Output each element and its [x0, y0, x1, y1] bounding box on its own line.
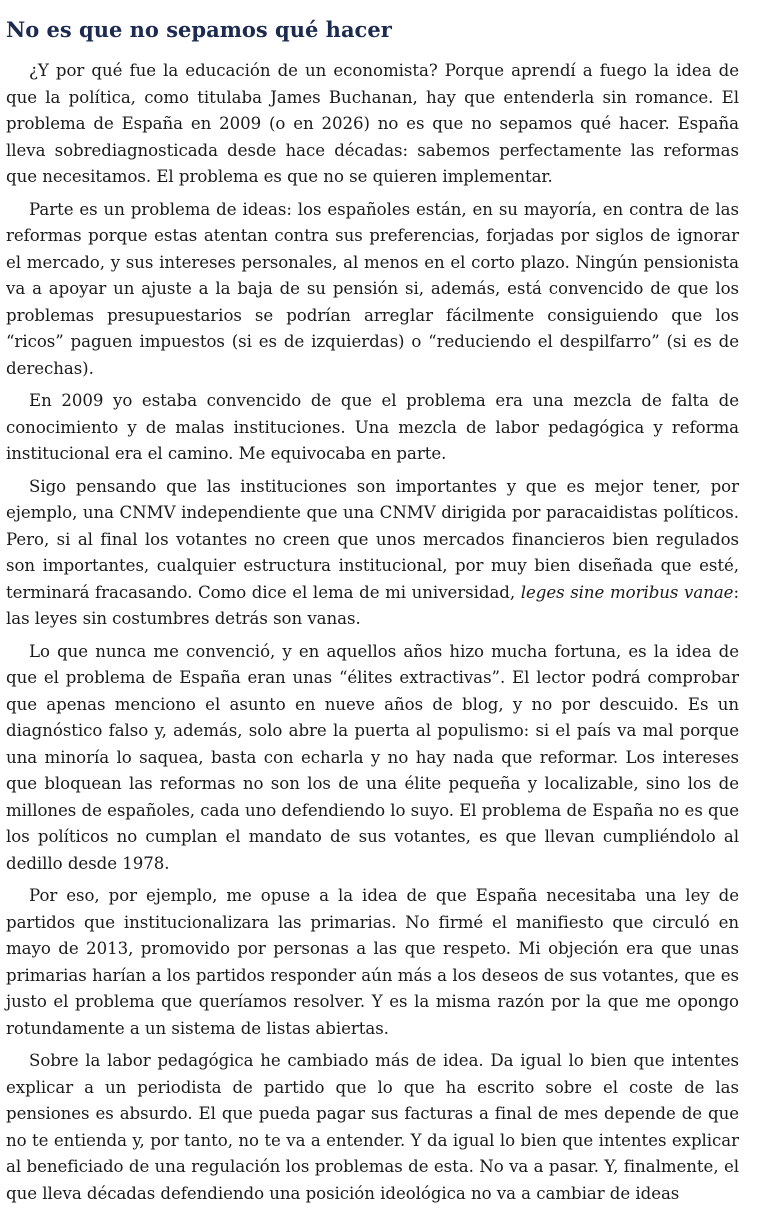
paragraph-5: Lo que nunca me convenció, y en aquellos años hizo mucha fortuna, es la idea de que el problema de España eran unas “élites extractivas”. El lector podrá comprobar que apenas menciono el asunto en nueve años de blog, y no por descuido. Es un diagnóstico falso y, además, solo abre la puerta al populismo: si el país va mal porque una minoría lo saquea, basta con echarla y no hay nada que reformar. Los intereses que bloquean las reformas no son los de una élite pequeña y localizable, sino los de millones de españoles, cada uno defendiendo lo suyo. El problema de España no es que los políticos no cumplan el mandato de sus votantes, es que llevan cumpliéndolo al dedillo desde 1978.	[6, 641, 739, 873]
paragraph-7: Sobre la labor pedagógica he cambiado más de idea. Da igual lo bien que intentes explicar a un periodista de partido que lo que ha escrito sobre el coste de las pensiones es absurdo. El que pueda pagar sus facturas a final de mes depende de que no te entienda y, por tanto, no te va a entender. Y da igual lo bien que intentes explicar al beneficiado de una regulación los problemas de esta. No va a pasar. Y, finalmente, el que lleva décadas defendiendo una posición ideológica no va a cambiar de ideas	[6, 1051, 739, 1203]
paragraph-6: Por eso, por ejemplo, me opuse a la idea de que España necesitaba una ley de partidos que institucionalizara las primarias. No firmé el manifiesto que circuló en mayo de 2013, promovido por personas a las que respeto. Mi objeción era que unas primarias harían a los partidos responder aún más a los deseos de sus votantes, que es justo el problema que queríamos resolver. Y es la misma razón por la que me opongo rotundamente a un sistema de listas abiertas.	[6, 886, 739, 1038]
paragraph-2: Parte es un problema de ideas: los españoles están, en su mayoría, en contra de las reformas porque estas atentan contra sus preferencias, forjadas por siglos de ignorar el mercado, y sus intereses personales, al menos en el corto plazo. Ningún pensionista va a apoyar un ajuste a la baja de su pensión si, además, está convencido de que los problemas presupuestarios se podrían arreglar fácilmente consiguiendo que los “ricos” paguen impuestos (si es de izquierdas) o “reduciendo el despilfarro” (si es de derechas).	[6, 199, 739, 378]
paragraph-4	[6, 474, 739, 633]
paragraph-4-text-start: Sigo pensando que las instituciones son importantes y que es mejor tener, por ejemplo, una CNMV independiente que una CNMV dirigida por paracaidistas políticos. Pero, si al final los votantes no creen que unos mercados financieros bien regulados son importantes, cualquier estructura institucional, por muy bien diseñada que esté, terminará fracasando. Como dice el lema de mi universidad,	[6, 476, 739, 602]
latin-motto: leges sine moribus vanae	[520, 582, 734, 602]
paragraph-1: ¿Y por qué fue la educación de un economista? Porque aprendí a fuego la idea de que la política, como titulaba James Buchanan, hay que entenderla sin romance. El problema de España en 2009 (o en 2026) no es que no sepamos qué hacer. España lleva sobrediagnosticada desde hace décadas: sabemos perfectamente las reformas que necesitamos. El problema es que no se quieren implementar.	[6, 61, 739, 186]
paragraph-4-text-end: : las leyes sin costumbres detrás son vanas.	[6, 582, 739, 628]
section-title: No es que no sepamos qué hacer	[6, 17, 392, 42]
document-page	[6, 14, 739, 1213]
paragraph-3: En 2009 yo estaba convencido de que el problema era una mezcla de falta de conocimiento y de malas instituciones. Una mezcla de labor pedagógica y reforma institucional era el camino. Me equivocaba en parte.	[6, 391, 739, 463]
